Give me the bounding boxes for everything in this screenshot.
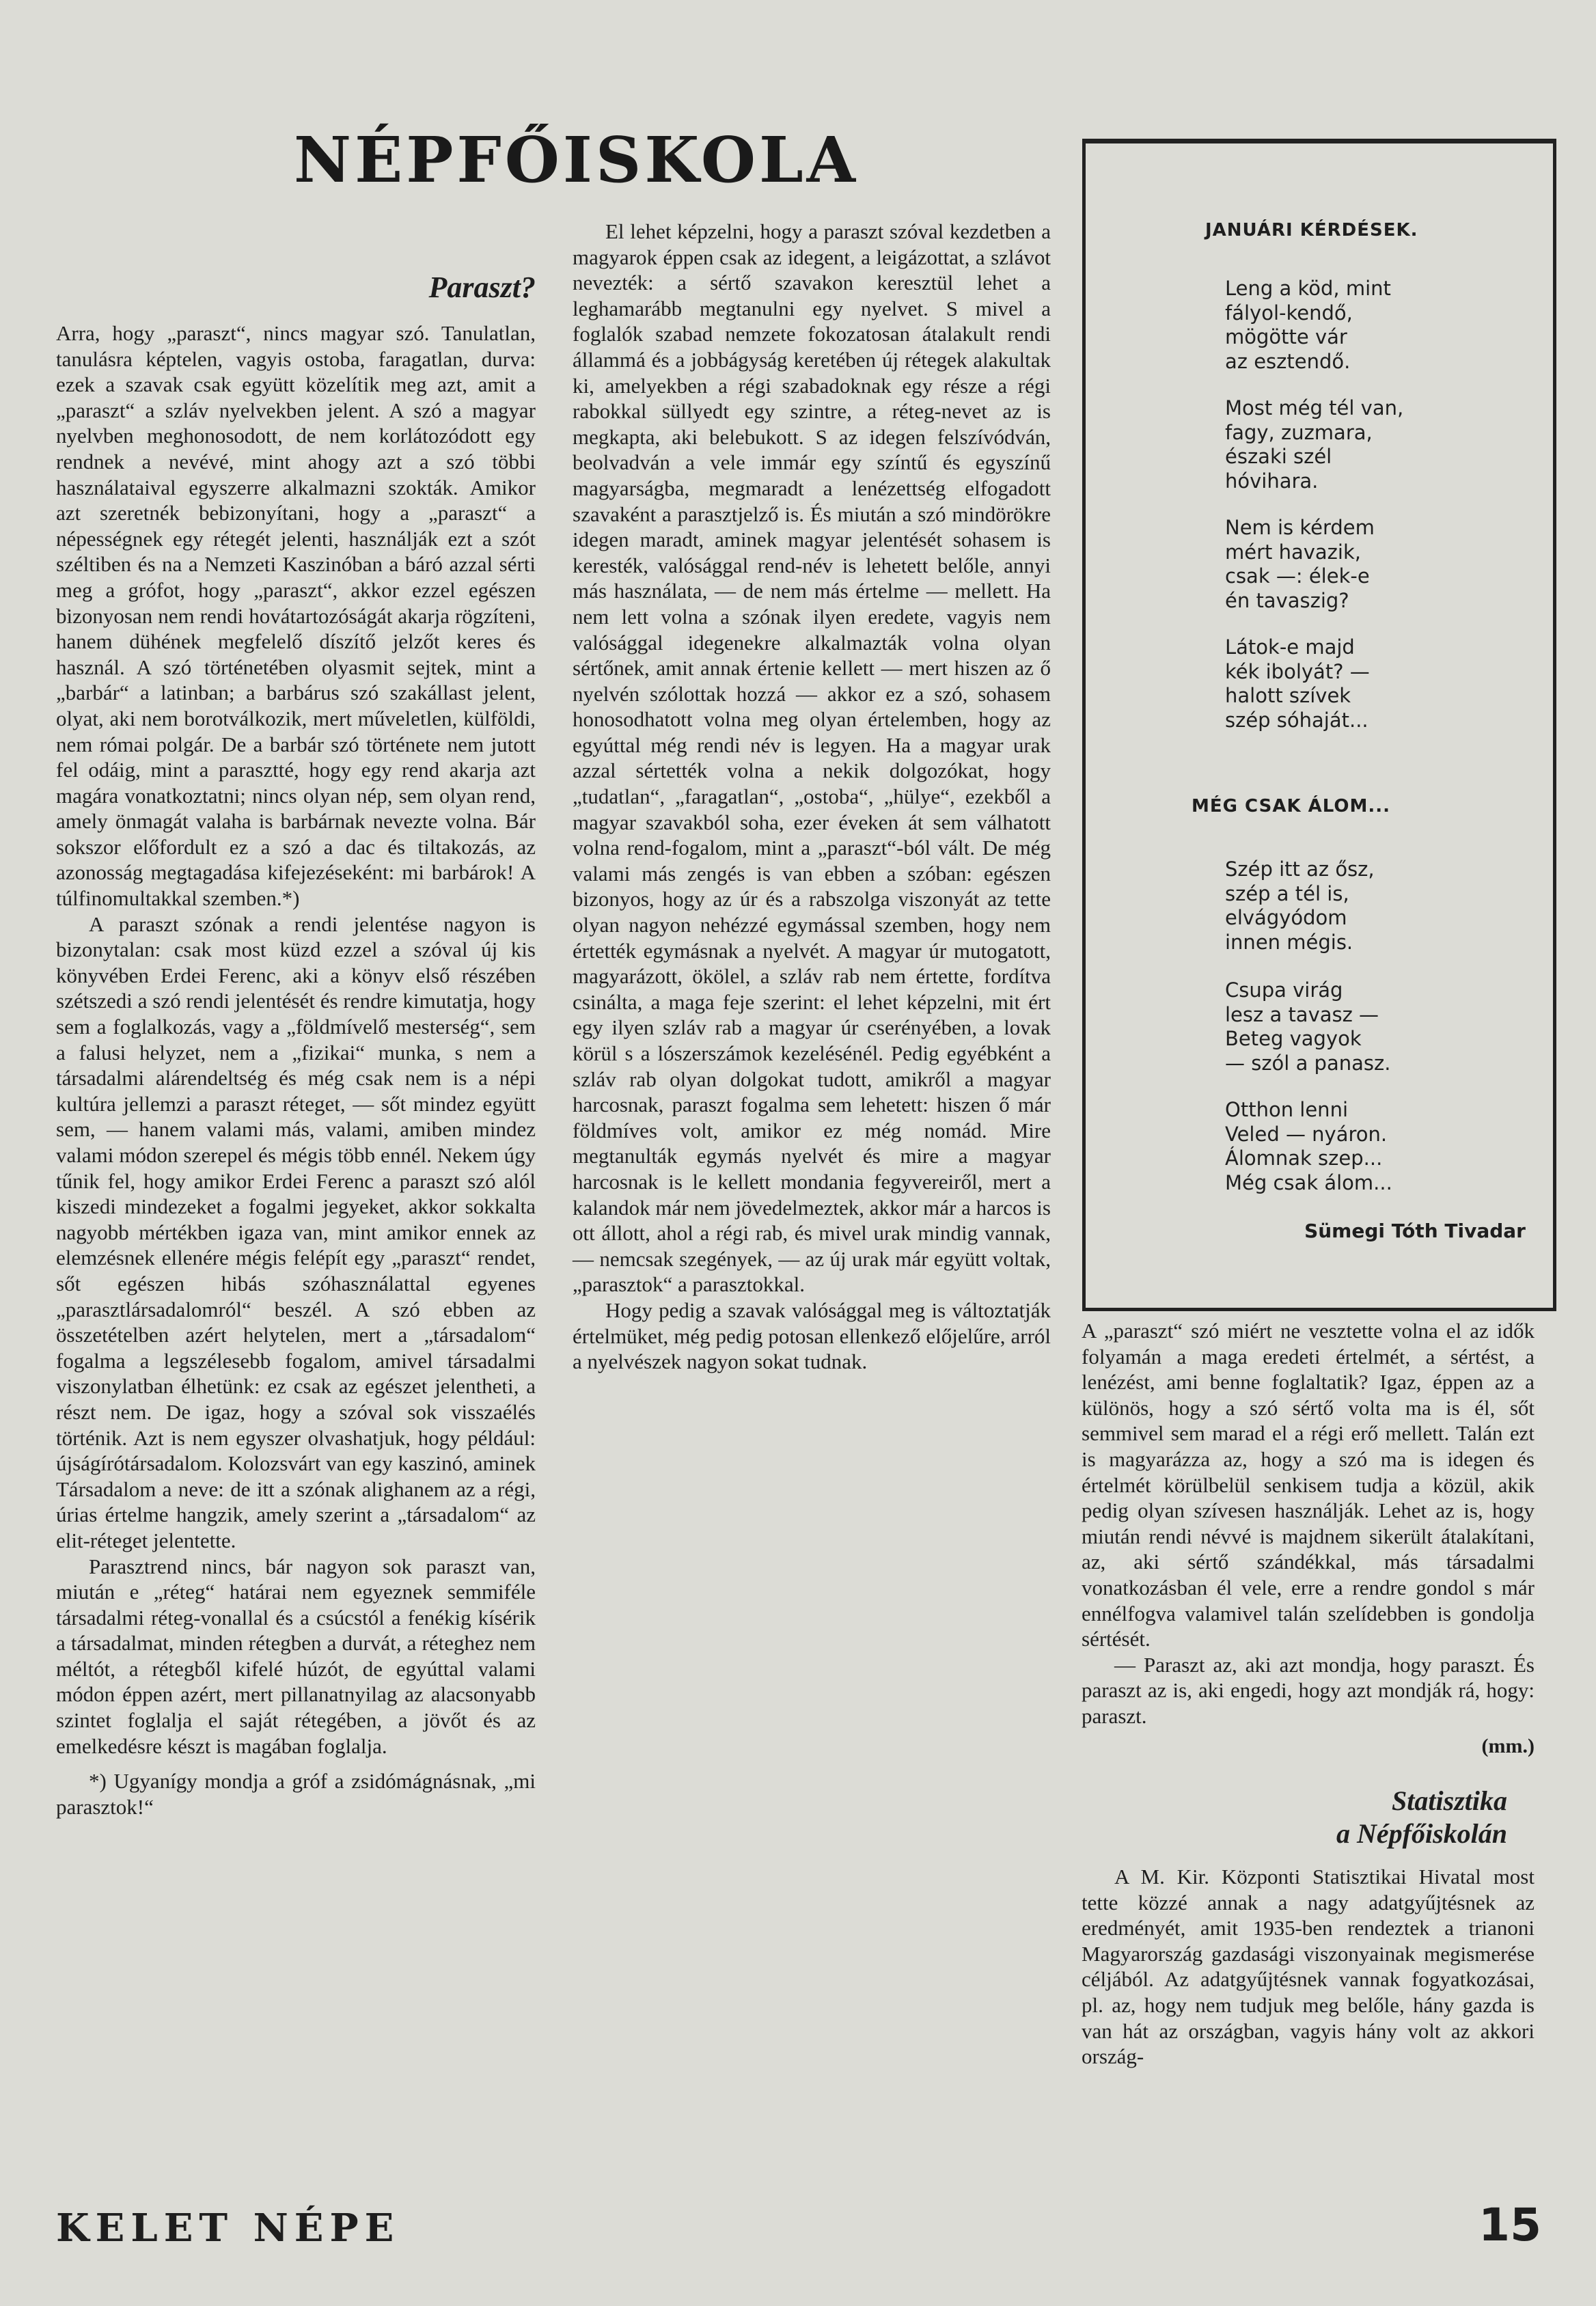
article-paragraph: Arra, hogy „paraszt“, nincs magyar szó. Tanulatlan, tanulásra képtelen, vagyis ostoba, faragatlan, durva: ezek a szavak csak együtt közelítik meg azt, amit a „paraszt“ a szláv nyelvekben jelent. A szó a magyar nyelvben meghonosodott, de nem korlátozódott egy rendnek a nevévé, mint ahogy azt a szó többi használataival egyszerre alkalmazni szokták. Amikor azt szeretnék bebizonyítani, hogy a „paraszt“ a népességnek egy rétegét jelenti, használják ezt a szót széltiben és na a Nemzeti Kaszinóban a báró azzal sérti meg a grófot, hogy „paraszt“, akkor ezzel egészen bizonyosan nem rendi hovátartozóságát akarja rögzíteni, hanem dühének megfelelő díszítő jelzőt keres és használ. A szó történetében olyasmit sejtek, mint a „barbár“ a latinban; a barbárus szó szakállast jelent, olyat, aki nem borotválkozik, mert műveletlen, külföldi, nem római polgár. De a barbár szó története nem jutott fel odáig, mint a parasztté, hogy egy rend akarja azt magára vonatkoztatni; nincs olyan nép, sem olyan rend, amely önmagát valaha is barbárnak nevezte volna. Bár sokszor előfordult ez a szó a dac és tiltakozás, az azonosság megtagadása kifejezéseként: mi barbárok! A túlfinomultakkal szemben.*) [56,321,536,911]
poem-line: Nem is kérdem [1225,516,1375,539]
poem-line: szép a tél is, [1225,881,1349,905]
poem-line: Beteg vagyok [1225,1027,1362,1050]
poem-line: fályol-kendő, [1225,301,1353,325]
poem-line: hóvihara. [1225,469,1319,493]
article-title: Paraszt? [428,271,536,304]
poem-line: mögötte vár [1225,325,1347,348]
article2-title-line: Statisztika [1392,1785,1507,1817]
poem-line: az esztendő. [1225,349,1351,373]
article-signature: (mm.) [1481,1734,1535,1757]
poem-line: elvágyódom [1225,906,1347,929]
poem-line: mért havazik, [1225,540,1361,564]
article2-title [1082,1785,1535,1850]
poem-line: északi szél [1225,445,1332,468]
poem-line: lesz a tavasz — [1225,1002,1379,1026]
article-paragraph: — Paraszt az, aki azt mondja, hogy paraszt. És paraszt az is, aki engedi, hogy azt mondják rá, hogy: paraszt. [1082,1652,1535,1728]
poem-stanza [1225,978,1390,1075]
poem-line: Szép itt az ősz, [1225,857,1375,881]
poem-title-1: JANUÁRI KÉRDÉSEK. [1205,220,1418,241]
poem-line: Csupa virág [1225,978,1343,1002]
poem-line: én tavaszig? [1225,588,1349,612]
poem-line: Látok-e majd [1225,635,1355,659]
poem-line: Álomnak szep... [1225,1147,1383,1170]
poem-stanza [1225,1098,1392,1195]
article-paragraph: El lehet képzelni, hogy a paraszt szóval kezdetben a magyarok éppen csak az idegent, a leigázottat, a szlávot nevezték: a sértő szavakon keresztül lehet a leghamarább megtanulni egy nyelvet. S mivel a foglalók szabad nemzete fokozatosan átalakult rendi állammá és a jobbágyság keretében új rétegek alakultak ki, amelyekben a régi szabadoknak egy része a régi rabokkal süllyedt egy szintre, a réteg-nevet az is megkapta, aki belebukott. S az idegen felszívódván, beolvadván a vele immár egy színtű és egyszínű magyarságba, megmaradt a lenézettség elfogadott szavaként a parasztjelző is. És miután a szó mindörökre idegen maradt, aminek magyar jelentését sohasem is keresték, valósággal rend-név is lehetett belőle, annyi más használata, — de nem más értelme — mellett. Ha nem lett volna a szónak ilyen eredete, vagyis nem valósággal idegenekre alkalmazták volna olyan sértőnek, amit annak értenie kellett — mert hiszen az ő nyelvén szólottak hozzá — akkor ez a szó, sohasem honosodhatott volna meg olyan értelemben, hogy az egyúttal még rendi név is legyen. Ha a magyar urak azzal sértették volna a nekik dolgozókat, hogy „tudatlan“, „faragatlan“, „ostoba“, „hülye“, ezekből a magyar szavakból soha, ezer éveken át sem válhatott volna rend-fogalom, mint a „paraszt“-ból vált. De még valami más zengés is van ebben a szóban: egészen bizonyos, hogy az úr és a rabszolga viszonyát az tette olyan nagyon nehézzé egymással szemben, hogy nem értették egymásnak a nyelvét. A magyar úr mutogatott, magyarázott, ökölel, a szláv rab nem értette, fordítva csinálta, a maga feje szerint: el lehet képzelni, mit ért egy ilyen szláv rab a magyar úr cserényében, a lovak körül s a lószerszámok kezelésénél. Pedig egyébként a szláv rab olyan dolgokat tudott, amikről a magyar harcosnak, paraszt fogalma sem lehetett: hiszen ő már földmíves volt, amikor ez még nomád. Mire megtanulták egymás nyelvét és mire a magyar harcosnak is le kellett mondania fegyvereiről, mert a kalandok már nem jövedelmeztek, akkor már a harcos is ott állott, ahol a régi rab, és mivel urak mindig vannak, — nemcsak szegények, — az új urak már együtt voltak, „parasztok“ a parasztokkal. [573,219,1051,1297]
poem-line: szép sóhaját... [1225,708,1368,732]
poem-line: Veled — nyáron. [1225,1122,1388,1146]
journal-title: KELET NÉPE [56,2206,400,2251]
poem-line: csak —: élek-e [1225,564,1370,588]
poem-stanza [1225,635,1370,732]
poem-author: Sümegi Tóth Tivadar [1304,1220,1526,1242]
article2-title-line: a Népfőiskolán [1336,1818,1507,1850]
article-column-1 [56,270,536,1820]
poem-title-2: MÉG CSAK ÁLOM... [1192,796,1391,816]
poem-line: Leng a köd, mint [1225,277,1391,300]
poem-stanza [1225,396,1403,493]
poem-line: Még csak álom... [1225,1170,1392,1194]
article-paragraph: Parasztrend nincs, bár nagyon sok paraszt van, miután e „réteg“ határai nem egyeznek semmiféle társadalmi réteg-vonallal és a csúcstól a fenékig kísérik a társadalmat, minden rétegben a durvát, a réteghez nem méltót, a rétegből kifelé húzót, de egyúttal valami módon éppen azért, mert pillanatnyilag az alacsonyabb szintet foglalja el saját rétegében, a jövőt és az emelkedésre készt is magában foglalja. [56,1554,536,1758]
article-column-3 [1082,1318,1535,2070]
article-paragraph: Hogy pedig a szavak valósággal meg is változtatják értelmüket, még pedig potosan ellenkező előjelűre, arról a nyelvészek nagyon sokat tudnak. [573,1298,1051,1374]
article-paragraph: A „paraszt“ szó miért ne vesztette volna el az idők folyamán a maga eredeti értelmét, a sértést, a lenézést, ami benne foglaltatik? Igaz, éppen az a különös, hogy a szó sértő volta ma is él, sőt semmivel sem marad el a régi erő mellett. Talán ezt is magyarázza az, hogy a szó ma is idegen és értelmét körülbelül senkisem tudja a közül, akik pedig olyan szívesen használják. Lehet az is, hogy miután rendi névvé is majdnem sikerült átalakítani, az, aki sértő szándékkal, más társadalmi vonatkozásban él vele, erre a rendre gondol s már ennélfogva valamivel talán szelídebben is gondolja sértését. [1082,1319,1535,1651]
poem-line: halott szívek [1225,684,1351,707]
poem-stanza [1225,516,1375,613]
poem-line: Otthon lenni [1225,1098,1349,1121]
article2-paragraph: A M. Kir. Központi Statisztikai Hivatal most tette közzé annak a nagy adatgyűjtésnek az eredményét, amit 1935-ben rendeztek a trianoni Magyarország gazdasági viszonyainak megismerése céljából. Az adatgyűjtésnek vannak fogyatkozásai, pl. az, hogy nem tudjuk meg belőle, hány gazda is van hát az országban, vagyis hány volt az akkori ország- [1082,1865,1535,2069]
article-paragraph: A paraszt szónak a rendi jelentése nagyon is bizonytalan: csak most küzd ezzel a szóval új kis könyvében Erdei Ferenc, aki a könyv első részében szétszedi a szó rendi jelentését és rendre kimutatja, hogy sem a foglalkozás, vagy a „földmívelő mesterség“, sem a falusi helyzet, nem a „fizikai“ munka, s nem a társadalmi alárendeltség és még csak nem is a népi kultúra jellemzi a paraszt réteget, — sőt mindez együtt sem, — hanem valami más, valami, amiben mindez valami módon szerepel és mégis több ennél. Nekem úgy tűnik fel, hogy amikor Erdei Ferenc a paraszt szó alól kiszedi mindezeket a fogalmi jegyeket, akkor sokkalta nagyobb mértékben igaza van, mint amikor ennek az elemzésnek ellenére mégis felépít egy „paraszt“ rendet, sőt egészen hibás szóhasználattal egyenes „parasztlársadalomról“ beszél. A szó ebben az összetételben azért helytelen, mert a „társadalom“ fogalma a legszélesebb fogalom, amivel társadalmi viszonylatban élhetünk: ez csak az egészet jelentheti, a részt nem. De igaz, hogy a szóval sok visszaélés történik. Azt is nem egyszer olvashatjuk, hogy például: újságírótársadalom. Kolozsvárt van egy kaszinó, aminek Társadalom a neve: de itt a szónak alighanem az a régi, úrias értelme hangzik, amely szerint a „társadalom“ az elit-réteget jelentette. [56,911,536,1552]
poem-line: kék ibolyát? — [1225,659,1370,683]
poem-line: Most még tél van, [1225,396,1404,420]
page-number: 15 [1478,2199,1541,2251]
poem-line: fagy, zuzmara, [1225,420,1373,444]
poem-box [1082,139,1556,1311]
poem-stanza [1225,277,1391,374]
poem-line: innen mégis. [1225,930,1353,954]
page-masthead: NÉPFŐISKOLA [294,123,859,197]
poem-line: — szól a panasz. [1225,1051,1391,1075]
poem-stanza [1225,857,1375,955]
article-column-2 [573,219,1051,1375]
article-footnote: *) Ugyanígy mondja a gróf a zsidómágnásnak, „mi parasztok!“ [56,1769,536,1819]
